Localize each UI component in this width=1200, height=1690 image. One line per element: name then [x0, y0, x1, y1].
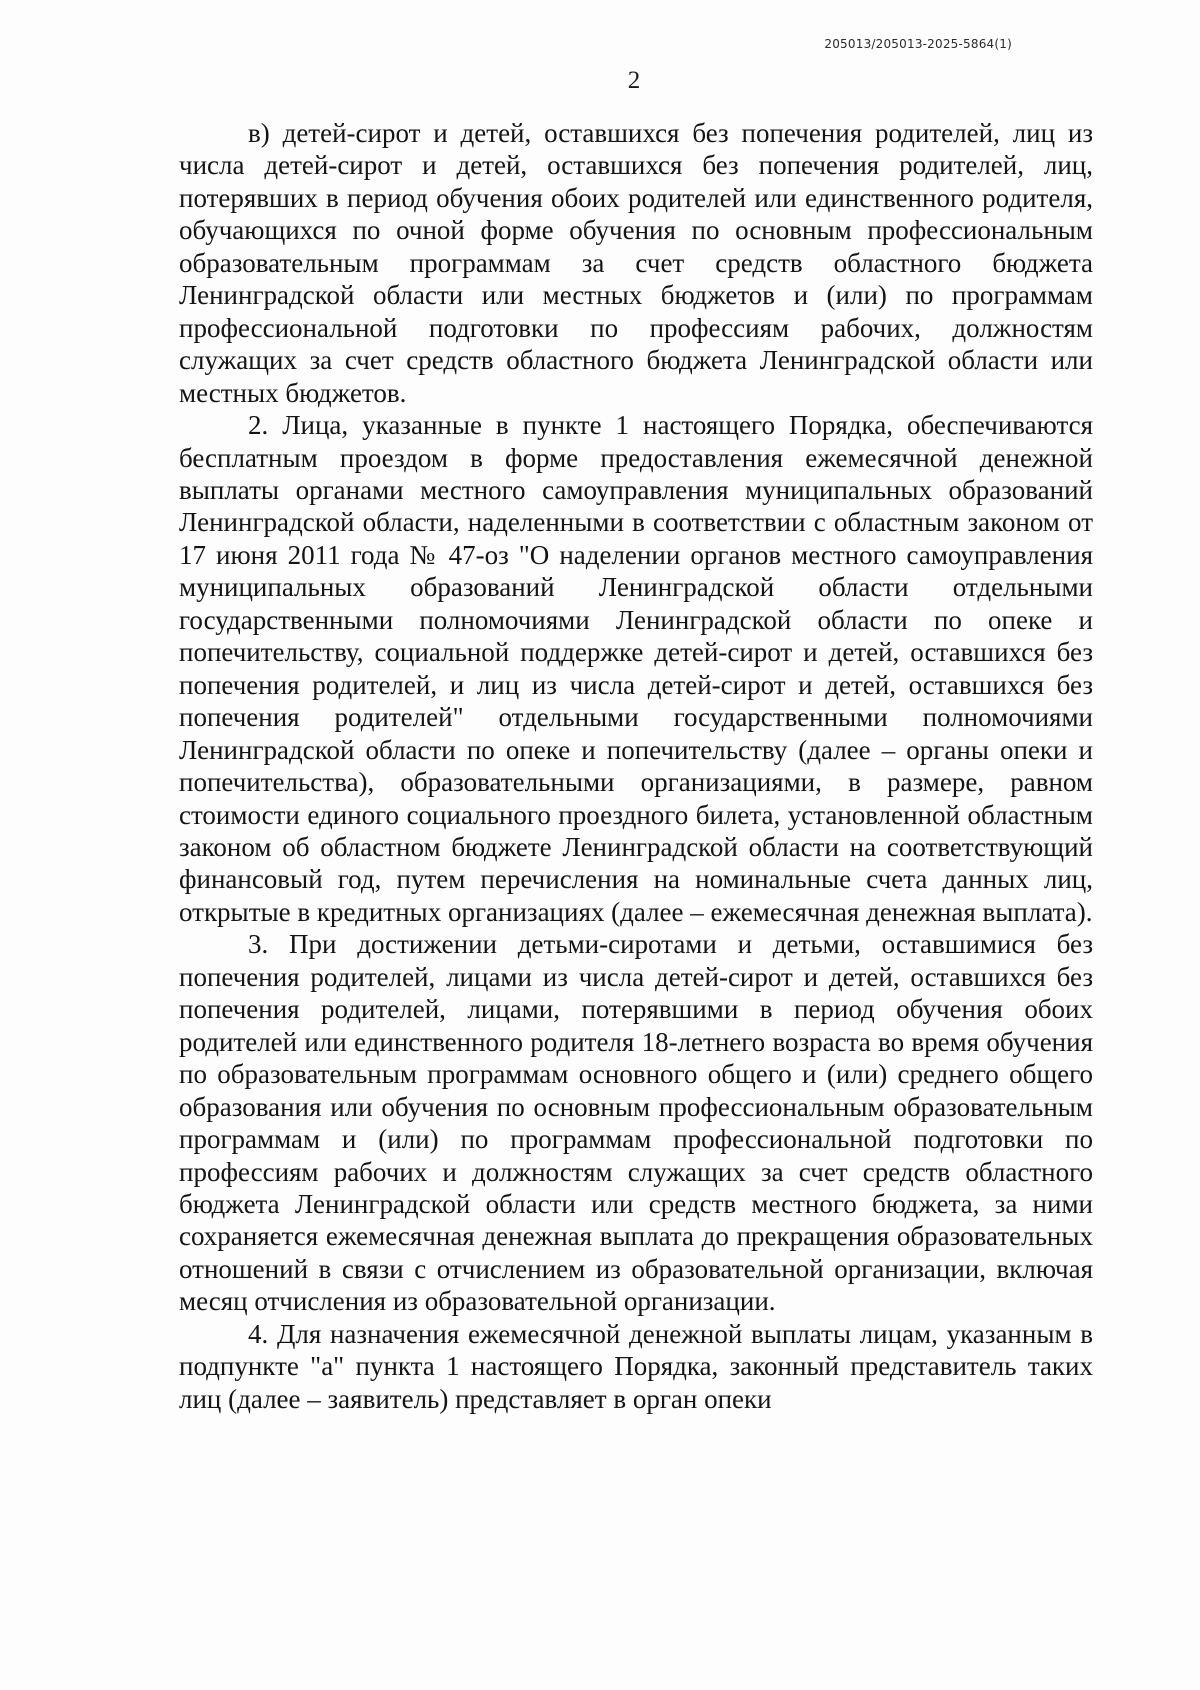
paragraph-item-3: 3. При достижении детьми-сиротами и детьми, оставшимися без попечения родителей, лицами из числа детей-сирот и детей, оставшихся без попечения родителей, лицами, потерявшими в период обучения обоих родителей или единственного родителя 18-летнего возраста во время обучения по образовательным программам основного общего и (или) среднего общего образования или обучения по основным профессиональным образовательным программам и (или) по программам профессиональной подготовки по профессиям рабочих и должностям служащих за счет средств областного бюджета Ленинградской области или средств местного бюджета, за ними сохраняется ежемесячная денежная выплата до прекращения образовательных отношений в связи с отчислением из образовательной организации, включая месяц отчисления из образовательной организации. [179, 929, 1093, 1317]
paragraph-item-2: 2. Лица, указанные в пункте 1 настоящего Порядка, обеспечиваются бесплатным проездом в форме предоставления ежемесячной денежной выплаты органами местного самоуправления муниципальных образований Ленинградской области, наделенными в соответствии с областным законом от 17 июня 2011 года № 47-оз "О наделении органов местного самоуправления муниципальных образований Ленинградской области отдельными государственными полномочиями Ленинградской области по опеке и попечительству, социальной поддержке детей-сирот и детей, оставшихся без попечения родителей, и лиц из числа детей-сирот и детей, оставшихся без попечения родителей" отдельными государственными полномочиями Ленинградской области по опеке и попечительству (далее – органы опеки и попечительства), образовательными организациями, в размере, равном стоимости единого социального проездного билета, установленной областным законом об областном бюджете Ленинградской области на соответствующий финансовый год, путем перечисления на номинальные счета данных лиц, открытые в кредитных организациях (далее – ежемесячная денежная выплата). [179, 410, 1093, 927]
document-registration-number: 205013/205013-2025-5864(1) [824, 37, 1012, 51]
page-number: 2 [627, 67, 641, 94]
document-body [179, 117, 1093, 1415]
paragraph-item-4: 4. Для назначения ежемесячной денежной выплаты лицам, указанным в подпункте "а" пункта 1 настоящего Порядка, законный представитель таких лиц (далее – заявитель) представляет в орган опеки [179, 1318, 1093, 1414]
paragraph-subitem-v: в) детей-сирот и детей, оставшихся без попечения родителей, лиц из числа детей-сирот и детей, оставшихся без попечения родителей, лиц, потерявших в период обучения обоих родителей или единственного родителя, обучающихся по очной форме обучения по основным профессиональным образовательным программам за счет средств областного бюджета Ленинградской области или местных бюджетов и (или) по программам профессиональной подготовки по профессиям рабочих, должностям служащих за счет средств областного бюджета Ленинградской области или местных бюджетов. [179, 118, 1093, 408]
